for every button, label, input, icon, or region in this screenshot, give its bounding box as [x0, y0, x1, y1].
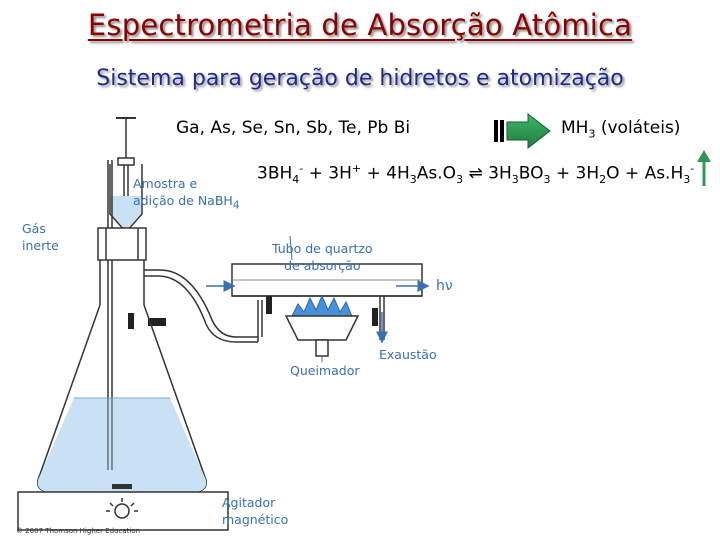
eq-sub: 3: [456, 173, 464, 187]
exhaust-label: Exaustão: [379, 347, 437, 362]
tube-label-line1: Tubo de quartzo: [272, 241, 373, 256]
burner-label: Queimador: [290, 363, 360, 378]
eq-term: 3H: [488, 163, 512, 184]
equilibrium-symbol: ⇌: [463, 163, 489, 184]
flask-neck: [98, 228, 146, 305]
page-subtitle: Sistema para geração de hidretos e atomização: [96, 66, 624, 91]
page-title: Espectrometria de Absorção Atômica: [87, 8, 633, 42]
eq-sup: -: [299, 162, 304, 175]
product-main: MH: [561, 118, 589, 138]
eq-term: + 3H: [550, 163, 600, 184]
stirrer-label: [222, 494, 288, 528]
eq-sub: 3: [683, 173, 691, 187]
eq-term: O + As.H: [606, 163, 684, 184]
gas-label: [22, 220, 59, 254]
tube-label: [272, 240, 373, 274]
eq-sub: 4: [292, 173, 300, 187]
eq-term: BO: [518, 163, 544, 184]
eq-sub: 2: [599, 173, 607, 187]
product-sub: 3: [588, 127, 596, 141]
sample-label-line2: [133, 192, 239, 215]
eq-sup: -: [690, 162, 695, 175]
eq-sub: 3: [409, 173, 417, 187]
sample-label-text: adição de NaBH: [133, 193, 233, 208]
stirrer-label-line2: magnético: [222, 512, 289, 527]
sample-label: [133, 175, 239, 215]
eq-sub: 3: [543, 173, 551, 187]
sample-label-sub: 4: [232, 199, 240, 212]
eq-sub: 3: [511, 173, 519, 187]
volatile-up-arrow: [697, 150, 711, 186]
sample-label-line1: Amostra e: [133, 176, 198, 191]
stirrer-label-line1: Agitador: [222, 495, 276, 510]
hv-label: hν: [436, 278, 453, 294]
burner-flame: [292, 296, 352, 316]
reaction-arrow: [494, 114, 550, 148]
tube-label-line2: de absorção: [284, 258, 361, 273]
eq-term: As.O: [416, 163, 457, 184]
side-arm-tube: [128, 270, 262, 342]
magnetic-stirrer: [18, 492, 228, 530]
copyright-notice: © 2007 Thomson Higher Education: [16, 527, 141, 535]
eq-term: 3BH: [257, 163, 293, 184]
elements-list: Ga, As, Se, Sn, Sb, Te, Pb Bi: [176, 118, 411, 138]
gas-label-line2: inerte: [22, 238, 59, 253]
eq-sup: +: [351, 162, 362, 175]
flask-liquid: [38, 398, 207, 492]
stir-bar: [112, 484, 132, 489]
gas-label-line1: Gás: [22, 221, 46, 236]
eq-term: + 3H: [303, 163, 352, 184]
burner: [286, 316, 358, 356]
eq-term: + 4H: [361, 163, 410, 184]
product-suffix: (voláteis): [595, 118, 681, 138]
